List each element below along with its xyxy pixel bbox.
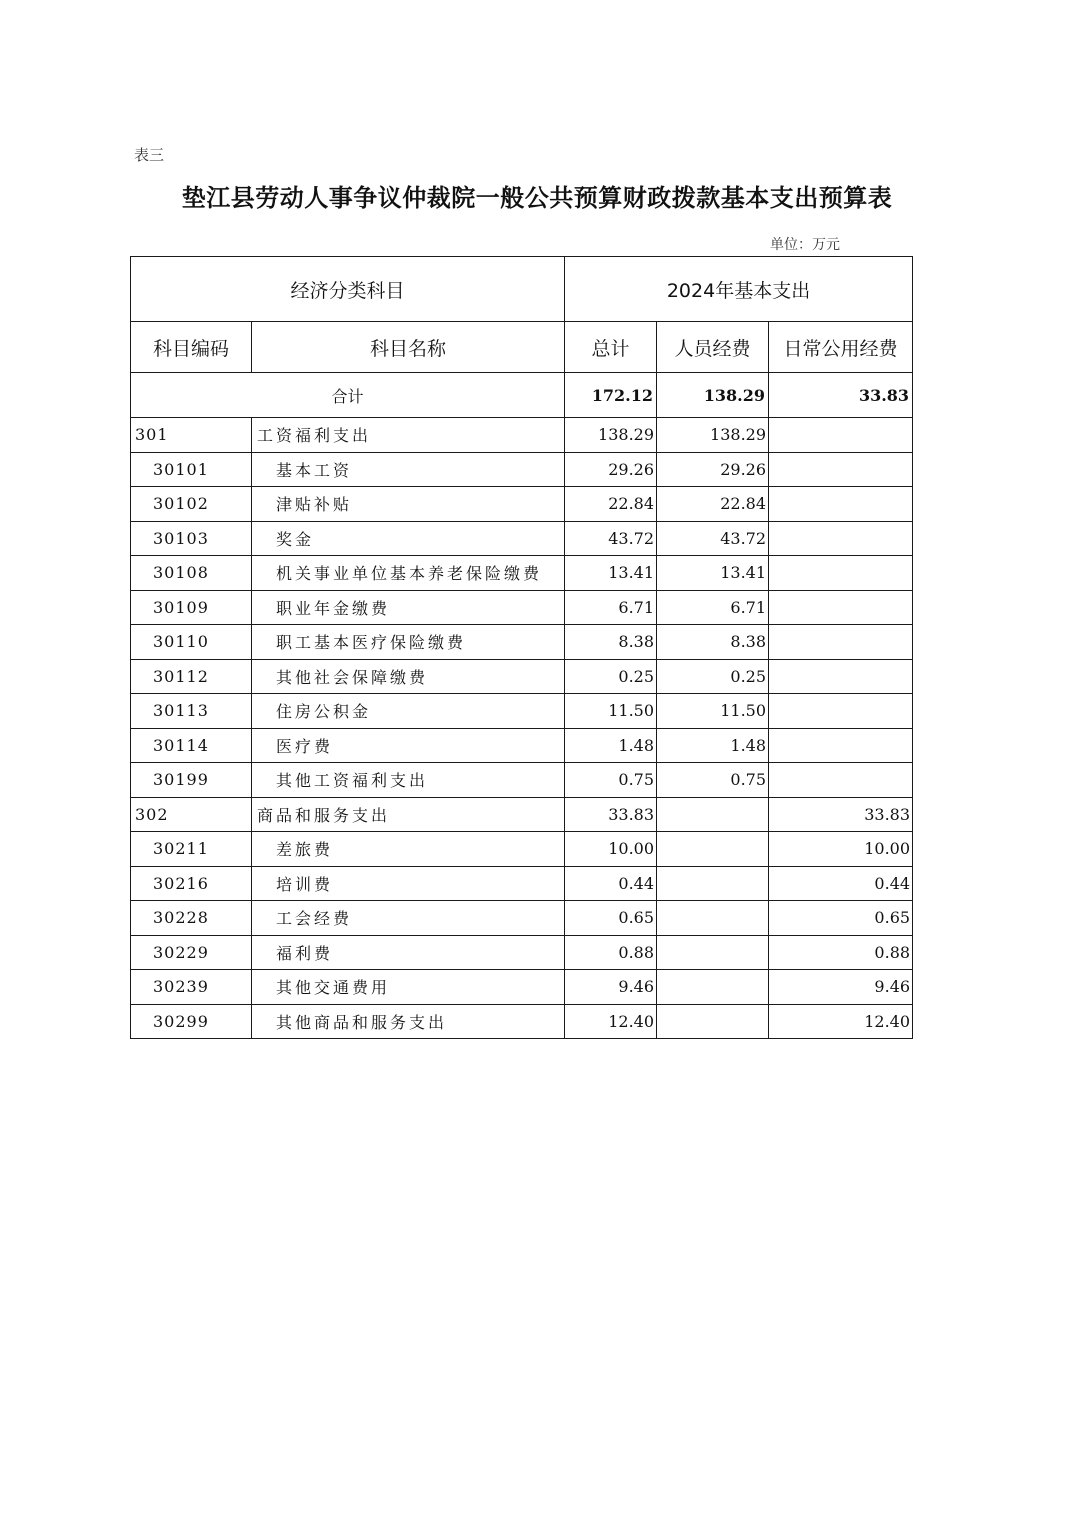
row-code: 30239 — [131, 970, 252, 1005]
row-public: 0.88 — [769, 935, 913, 970]
row-public — [769, 625, 913, 660]
header-name: 科目名称 — [252, 322, 565, 373]
row-name: 福利费 — [252, 935, 565, 970]
table-row — [131, 728, 913, 763]
row-personnel: 11.50 — [657, 694, 769, 729]
header-year-basic-expense: 2024年基本支出 — [565, 257, 913, 322]
table-row — [131, 418, 913, 453]
row-public — [769, 418, 913, 453]
row-total: 0.25 — [565, 659, 657, 694]
row-public — [769, 556, 913, 591]
row-code: 30109 — [131, 590, 252, 625]
row-personnel — [657, 935, 769, 970]
total-sum: 172.12 — [565, 373, 657, 418]
total-public: 33.83 — [769, 373, 913, 418]
total-personnel: 138.29 — [657, 373, 769, 418]
table-row — [131, 521, 913, 556]
row-public — [769, 763, 913, 798]
row-public: 10.00 — [769, 832, 913, 867]
row-public — [769, 521, 913, 556]
table-number-label: 表三 — [134, 146, 165, 164]
unit-label: 单位：万元 — [770, 237, 840, 253]
row-name: 机关事业单位基本养老保险缴费 — [252, 556, 565, 591]
row-public: 33.83 — [769, 797, 913, 832]
row-total: 43.72 — [565, 521, 657, 556]
row-total: 11.50 — [565, 694, 657, 729]
row-name: 津贴补贴 — [252, 487, 565, 522]
row-code: 30211 — [131, 832, 252, 867]
row-code: 30101 — [131, 452, 252, 487]
header-public: 日常公用经费 — [769, 322, 913, 373]
table-row — [131, 901, 913, 936]
row-public — [769, 487, 913, 522]
table-row — [131, 590, 913, 625]
row-personnel — [657, 1004, 769, 1039]
row-personnel — [657, 866, 769, 901]
table-row — [131, 935, 913, 970]
row-code: 302 — [131, 797, 252, 832]
table-row — [131, 487, 913, 522]
row-public — [769, 728, 913, 763]
row-name: 基本工资 — [252, 452, 565, 487]
row-code: 30199 — [131, 763, 252, 798]
row-name: 其他社会保障缴费 — [252, 659, 565, 694]
row-name: 其他商品和服务支出 — [252, 1004, 565, 1039]
row-name: 住房公积金 — [252, 694, 565, 729]
header-economic-category: 经济分类科目 — [131, 257, 565, 322]
row-public — [769, 452, 913, 487]
row-name: 其他交通费用 — [252, 970, 565, 1005]
row-personnel: 0.25 — [657, 659, 769, 694]
row-personnel: 8.38 — [657, 625, 769, 660]
row-total: 33.83 — [565, 797, 657, 832]
row-name: 职工基本医疗保险缴费 — [252, 625, 565, 660]
row-total: 8.38 — [565, 625, 657, 660]
header-code: 科目编码 — [131, 322, 252, 373]
row-personnel: 43.72 — [657, 521, 769, 556]
row-total: 12.40 — [565, 1004, 657, 1039]
total-row — [131, 373, 913, 418]
table-row — [131, 970, 913, 1005]
table-row — [131, 625, 913, 660]
row-personnel — [657, 901, 769, 936]
row-code: 30114 — [131, 728, 252, 763]
row-total: 0.88 — [565, 935, 657, 970]
row-public — [769, 590, 913, 625]
row-code: 30112 — [131, 659, 252, 694]
row-code: 30216 — [131, 866, 252, 901]
row-personnel: 0.75 — [657, 763, 769, 798]
row-personnel — [657, 970, 769, 1005]
row-name: 商品和服务支出 — [252, 797, 565, 832]
row-personnel: 1.48 — [657, 728, 769, 763]
table-row — [131, 556, 913, 591]
table-row — [131, 452, 913, 487]
table-group-header-row — [131, 257, 913, 322]
row-total: 0.44 — [565, 866, 657, 901]
table-row — [131, 832, 913, 867]
row-total: 138.29 — [565, 418, 657, 453]
row-personnel: 29.26 — [657, 452, 769, 487]
row-name: 其他工资福利支出 — [252, 763, 565, 798]
row-total: 29.26 — [565, 452, 657, 487]
row-personnel: 6.71 — [657, 590, 769, 625]
row-total: 0.75 — [565, 763, 657, 798]
row-total: 10.00 — [565, 832, 657, 867]
budget-table — [130, 256, 913, 1039]
row-personnel: 13.41 — [657, 556, 769, 591]
row-total: 1.48 — [565, 728, 657, 763]
header-personnel: 人员经费 — [657, 322, 769, 373]
row-total: 22.84 — [565, 487, 657, 522]
table-column-header-row — [131, 322, 913, 373]
row-personnel: 138.29 — [657, 418, 769, 453]
row-name: 工会经费 — [252, 901, 565, 936]
header-total: 总计 — [565, 322, 657, 373]
row-code: 301 — [131, 418, 252, 453]
row-personnel — [657, 832, 769, 867]
table-row — [131, 659, 913, 694]
row-public: 0.65 — [769, 901, 913, 936]
row-total: 6.71 — [565, 590, 657, 625]
row-public: 12.40 — [769, 1004, 913, 1039]
row-total: 9.46 — [565, 970, 657, 1005]
table-row — [131, 1004, 913, 1039]
row-name: 培训费 — [252, 866, 565, 901]
page-title: 垫江县劳动人事争议仲裁院一般公共预算财政拨款基本支出预算表 — [181, 183, 893, 212]
row-name: 医疗费 — [252, 728, 565, 763]
row-public: 0.44 — [769, 866, 913, 901]
row-code: 30102 — [131, 487, 252, 522]
row-personnel: 22.84 — [657, 487, 769, 522]
table-row — [131, 694, 913, 729]
row-name: 工资福利支出 — [252, 418, 565, 453]
row-public — [769, 694, 913, 729]
row-total: 13.41 — [565, 556, 657, 591]
row-code: 30229 — [131, 935, 252, 970]
row-public: 9.46 — [769, 970, 913, 1005]
row-code: 30103 — [131, 521, 252, 556]
row-public — [769, 659, 913, 694]
total-label: 合计 — [131, 373, 565, 418]
row-code: 30228 — [131, 901, 252, 936]
row-name: 职业年金缴费 — [252, 590, 565, 625]
table-row — [131, 763, 913, 798]
table-row — [131, 797, 913, 832]
row-code: 30108 — [131, 556, 252, 591]
table-row — [131, 866, 913, 901]
row-code: 30299 — [131, 1004, 252, 1039]
row-name: 差旅费 — [252, 832, 565, 867]
row-name: 奖金 — [252, 521, 565, 556]
row-total: 0.65 — [565, 901, 657, 936]
row-code: 30113 — [131, 694, 252, 729]
row-code: 30110 — [131, 625, 252, 660]
row-personnel — [657, 797, 769, 832]
